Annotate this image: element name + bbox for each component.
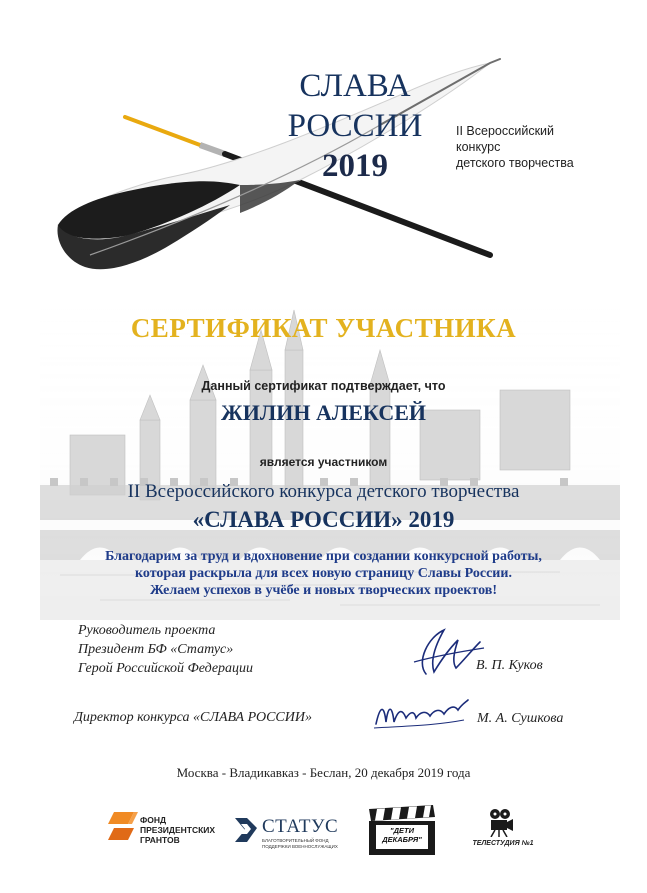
thanks-line-3: Желаем успехов в учёбе и новых творческих проектов! [150,583,497,598]
contest-subtitle [456,123,574,171]
clap-line-1: "ДЕТИ [390,826,414,835]
telestudio-logo [463,807,553,857]
thanks-line-1: Благодарим за труд и вдохновение при создании конкурсной работы, [105,549,542,564]
thanks-line-2: которая раскрыла для всех новую страницу Славы России. [135,566,512,581]
grants-fund-line-3: ГРАНТОВ [140,835,180,845]
grants-fund-line-2: ПРЕЗИДЕНТСКИХ [140,825,216,835]
grants-fund-line-1: ФОНД [140,815,167,825]
head-name: В. П. Куков [476,658,543,673]
director-title: Директор конкурса «СЛАВА РОССИИ» [74,710,312,725]
subtitle-line-2: конкурс [456,140,501,154]
head-title-3: Герой Российской Федерации [78,661,254,676]
certificate-title: СЕРТИФИКАТ УЧАСТНИКА [130,313,517,343]
status-sub-line-1: БЛАГОТВОРИТЕЛЬНЫЙ ФОНД [262,838,329,843]
participant-status-text: является участником [259,455,388,469]
kukov-signature [406,622,486,682]
place-and-date: Москва - Владикавказ - Беслан, 20 декабря 2019 года [176,765,471,780]
telestudio-text: ТЕЛЕСТУДИЯ №1 [472,840,534,847]
clapperboard-text [377,827,427,844]
sushkova-signature [372,696,470,732]
thanks-message [0,548,647,599]
clap-line-2: ДЕКАБРЯ" [382,834,422,844]
logo-line-2: РОССИИ [287,108,423,144]
slava-rossii-logo [270,66,440,186]
status-sub-line-2: ПОДДЕРЖКИ ВОЕННОСЛУЖАЩИХ [262,843,338,849]
subtitle-line-1: II Всероссийский [456,124,555,138]
grants-fund-mark-icon [108,808,142,848]
presidential-grants-fund-logo [108,808,228,852]
status-word: СТАТУС [262,816,339,837]
director-name: М. А. Сушкова [477,711,564,726]
grants-fund-text [140,815,215,845]
project-head-titles [78,621,253,678]
logo-year: 2019 [322,148,388,184]
logo-line-1: СЛАВА [299,68,411,104]
head-title-1: Руководитель проекта [78,623,216,638]
confirm-text: Данный сертификат подтверждает, что [201,379,446,393]
contest-name: «СЛАВА РОССИИ» 2019 [192,507,455,532]
deti-dekabrya-logo [367,805,437,857]
participant-name: ЖИЛИН АЛЕКСЕЙ [220,400,426,425]
status-shield-icon [233,816,259,844]
contest-description: II Всероссийского конкурса детского творчества [127,481,520,502]
subtitle-line-3: детского творчества [456,156,574,170]
status-fund-logo [233,812,348,860]
head-title-2: Президент БФ «Статус» [78,642,234,657]
film-camera-icon [486,807,514,837]
status-subtitle [262,838,338,849]
